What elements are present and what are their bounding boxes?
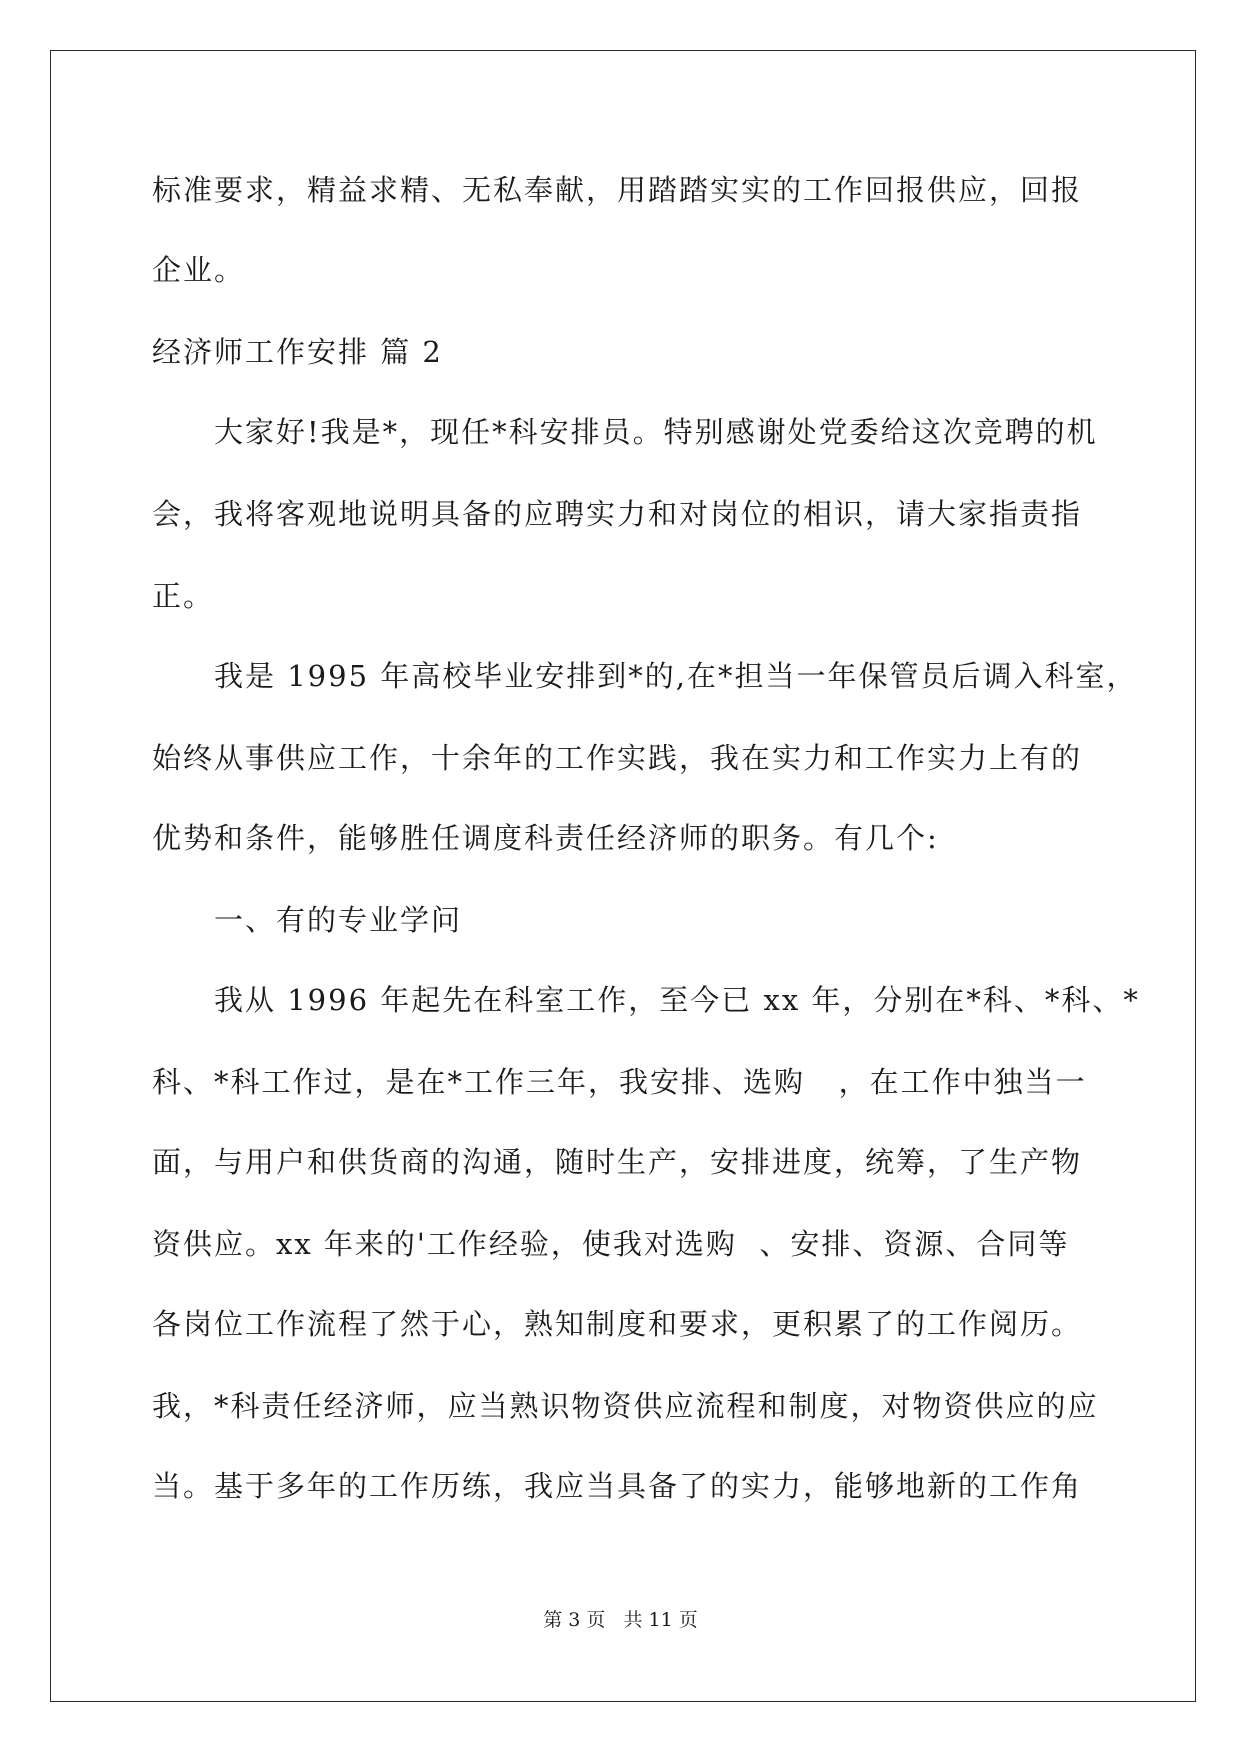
page-number-footer: 第 3 页 共 11 页 [543, 1609, 698, 1631]
body-line-11: 面，与用户和供货商的沟通，随时生产，安排进度，统筹，了生产物 [152, 1145, 1083, 1179]
body-line-4: 会，我将客观地说明具备的应聘实力和对岗位的相识，请大家指责指 [152, 497, 1083, 531]
body-line-13: 各岗位工作流程了然于心，熟知制度和要求，更积累了的工作阅历。 [152, 1307, 1083, 1341]
body-line-7: 始终从事供应工作，十余年的工作实践，我在实力和工作实力上有的 [152, 741, 1083, 775]
body-line-10: 科、*科工作过，是在*工作三年，我安排、选购 ，在工作中独当一 [152, 1065, 1087, 1099]
body-line-2: 企业。 [152, 253, 246, 287]
body-line-14: 我，*科责任经济师，应当熟识物资供应流程和制度，对物资供应的应 [152, 1389, 1099, 1423]
body-line-6: 我是 1995 年高校毕业安排到*的,在*担当一年保管员后调入科室， [214, 659, 1138, 693]
body-line-12: 资供应。xx 年来的'工作经验，使我对选购 、安排、资源、合同等 [152, 1227, 1070, 1261]
body-line-3: 大家好!我是*，现任*科安排员。特别感谢处党委给这次竞聘的机 [214, 415, 1098, 449]
subheading: 一、有的专业学问 [214, 903, 463, 937]
page-border [50, 50, 1196, 1702]
section-heading: 经济师工作安排 篇 2 [152, 335, 443, 369]
body-line-8: 优势和条件，能够胜任调度科责任经济师的职务。有几个: [152, 821, 939, 855]
body-line-15: 当。基于多年的工作历练，我应当具备了的实力，能够地新的工作角 [152, 1469, 1083, 1503]
body-line-1: 标准要求，精益求精、无私奉献，用踏踏实实的工作回报供应，回报 [152, 173, 1083, 207]
body-line-9: 我从 1996 年起先在科室工作，至今已 xx 年，分别在*科、*科、* [214, 983, 1140, 1017]
body-line-5: 正。 [152, 579, 215, 613]
